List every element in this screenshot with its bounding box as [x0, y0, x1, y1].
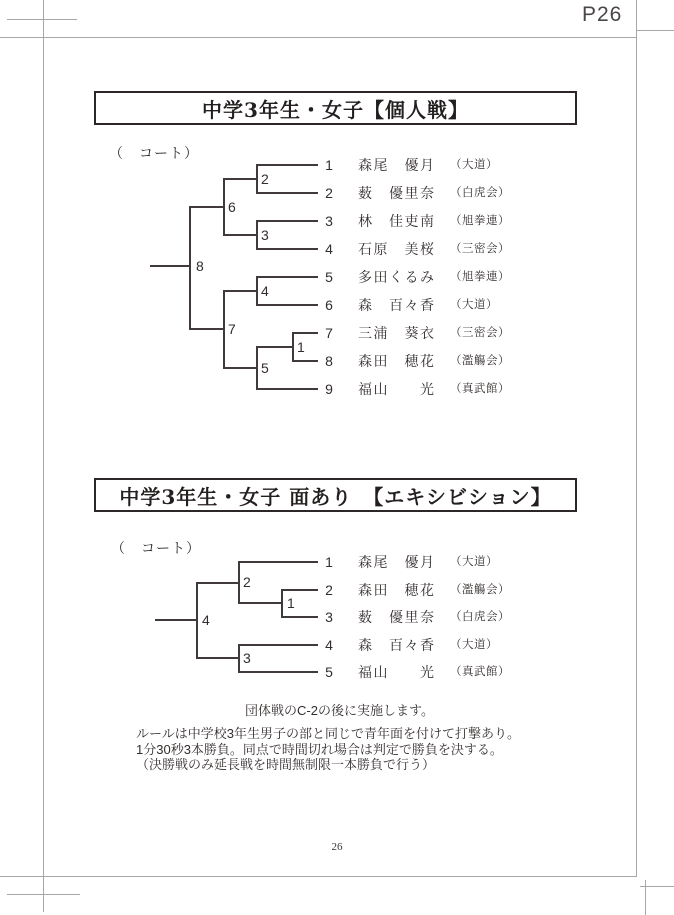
bracket1-match8-number: 8: [196, 258, 204, 274]
court-label: （ コート）: [111, 540, 201, 556]
entry-number: 2: [325, 582, 333, 598]
rules-note: [136, 726, 520, 773]
entry-club: （旭拳連）: [450, 215, 510, 227]
entry-number: 5: [325, 664, 333, 680]
rules-line-2: 1分30秒3本勝負。同点で時間切れ場合は判定で勝負を決する。: [136, 741, 503, 757]
entry-club: （大道）: [450, 159, 498, 171]
bracket1-line-p8: [292, 360, 318, 362]
frame-right-line: [636, 0, 637, 877]
entry-number: 1: [325, 157, 333, 173]
entry-name: 森 百々香: [358, 297, 436, 313]
bracket2-line-p2: [281, 589, 318, 591]
trim-mark-bottom-left: [7, 894, 80, 895]
bracket2-match3-number: 3: [243, 650, 251, 666]
section-title: 中学3年生・女子【個人戦】: [202, 97, 469, 122]
entry-club: （真武館）: [450, 666, 510, 678]
page-corner-label: P26: [582, 3, 623, 26]
entry-name: 福山 光: [358, 381, 436, 397]
section-title-box-individual: [94, 91, 577, 125]
bracket1-match7-winner-line: [189, 328, 223, 330]
rules-line-1: ルールは中学校3年生男子の部と同じで青年面を付けて打撃あり。: [136, 726, 520, 741]
bracket1-match3-number: 3: [261, 227, 269, 243]
bracket2-match1-connector: [281, 589, 283, 618]
rules-line-3: （決勝戦のみ延長戦を時間無制限一本勝負で行う）: [136, 757, 436, 772]
entry-name: 福山 光: [358, 664, 436, 680]
entry-name: 森田 穂花: [358, 582, 436, 598]
entry-number: 1: [325, 554, 333, 570]
bracket2-match1-winner-line: [238, 602, 281, 604]
bracket1-match7-connector: [223, 290, 225, 369]
bracket1-line-p5: [256, 276, 318, 278]
bracket1-match3-winner-line: [223, 234, 256, 236]
bracket1-match4-number: 4: [261, 283, 269, 299]
entry-number: 3: [325, 213, 333, 229]
frame-top-line: [0, 37, 636, 38]
entry-number: 3: [325, 609, 333, 625]
entry-number: 8: [325, 353, 333, 369]
entry-club: （濫觴会）: [450, 584, 510, 596]
entry-number: 5: [325, 269, 333, 285]
bracket1-match3-connector: [256, 220, 258, 250]
entry-name: 石原 美桜: [358, 241, 436, 257]
bracket1-line-p2: [256, 192, 318, 194]
bracket2-match1-number: 1: [287, 595, 295, 611]
entry-number: 7: [325, 325, 333, 341]
frame-left-line: [43, 0, 44, 912]
entry-name: 森尾 優月: [358, 157, 436, 173]
entry-name: 薮 優里奈: [358, 185, 436, 201]
entry-name: 森尾 優月: [358, 554, 436, 570]
bracket1-match7-number: 7: [228, 321, 236, 337]
bracket1-line-p3: [256, 220, 318, 222]
bracket1-match4-connector: [256, 276, 258, 306]
section-title: 中学3年生・女子 面あり 【エキシビション】: [119, 484, 552, 509]
bracket1-champion-line: [150, 265, 189, 267]
bracket1-line-p1: [256, 164, 318, 166]
bracket1-match2-connector: [256, 164, 258, 194]
entry-name: 森田 穂花: [358, 353, 436, 369]
entry-club: （白虎会）: [450, 187, 510, 199]
entry-name: 多田くるみ: [358, 269, 436, 285]
bracket1-match5-connector: [256, 346, 258, 390]
entry-club: （旭拳連）: [450, 271, 510, 283]
entry-number: 4: [325, 241, 333, 257]
frame-bottom-line: [0, 876, 637, 877]
entry-club: （濫觴会）: [450, 355, 510, 367]
entry-name: 森 百々香: [358, 637, 436, 653]
bracket2-match2-winner-line: [196, 582, 238, 584]
trim-mark-top-right: [637, 30, 674, 31]
bracket1-match1-number: 1: [297, 339, 305, 355]
bracket2-match2-number: 2: [243, 574, 251, 590]
bracket1-final-connector: [189, 206, 191, 330]
entry-name: 薮 優里奈: [358, 609, 436, 625]
page-number: 26: [331, 841, 343, 853]
bracket1-match1-winner-line: [256, 346, 292, 348]
entry-number: 4: [325, 637, 333, 653]
entry-number: 9: [325, 381, 333, 397]
bracket1-match4-winner-line: [223, 290, 256, 292]
bracket1-match6-winner-line: [189, 206, 223, 208]
bracket1-match2-number: 2: [261, 171, 269, 187]
bracket1-match5-number: 5: [261, 360, 269, 376]
entry-number: 6: [325, 297, 333, 313]
bracket1-line-p7: [292, 332, 318, 334]
entry-club: （真武館）: [450, 383, 510, 395]
bracket1-match1-connector: [292, 332, 294, 362]
entry-club: （白虎会）: [450, 611, 510, 623]
entry-number: 2: [325, 185, 333, 201]
entry-club: （三密会）: [450, 327, 510, 339]
entry-name: 三浦 葵衣: [358, 325, 436, 341]
bracket2-line-p3: [281, 616, 318, 618]
bracket1-line-p9: [256, 388, 318, 390]
court-label: （ コート）: [109, 145, 199, 161]
bracket2-line-p1: [238, 561, 318, 563]
bracket2-match2-connector: [238, 561, 240, 604]
trim-mark-bottom-right-v: [645, 880, 646, 915]
bracket2-match4-number: 4: [202, 612, 210, 628]
entry-club: （大道）: [450, 299, 498, 311]
bracket1-match6-number: 6: [228, 199, 236, 215]
entry-name: 林 佳吏南: [358, 213, 436, 229]
schedule-note: 団体戦のC-2の後に実施します。: [245, 703, 434, 718]
bracket2-final-connector: [196, 582, 198, 659]
bracket1-line-p4: [256, 248, 318, 250]
entry-club: （大道）: [450, 556, 498, 568]
bracket2-line-p5: [238, 671, 318, 673]
entry-club: （大道）: [450, 639, 498, 651]
bracket1-match2-winner-line: [223, 178, 256, 180]
trim-mark-top-left: [7, 19, 77, 20]
bracket2-champion-line: [155, 619, 196, 621]
section-title-box-exhibition: [94, 478, 577, 512]
bracket2-match3-connector: [238, 644, 240, 673]
entry-club: （三密会）: [450, 243, 510, 255]
bracket1-match6-connector: [223, 178, 225, 236]
bracket1-match5-winner-line: [223, 367, 256, 369]
bracket2-match3-winner-line: [196, 657, 238, 659]
bracket2-line-p4: [238, 644, 318, 646]
bracket1-line-p6: [256, 304, 318, 306]
